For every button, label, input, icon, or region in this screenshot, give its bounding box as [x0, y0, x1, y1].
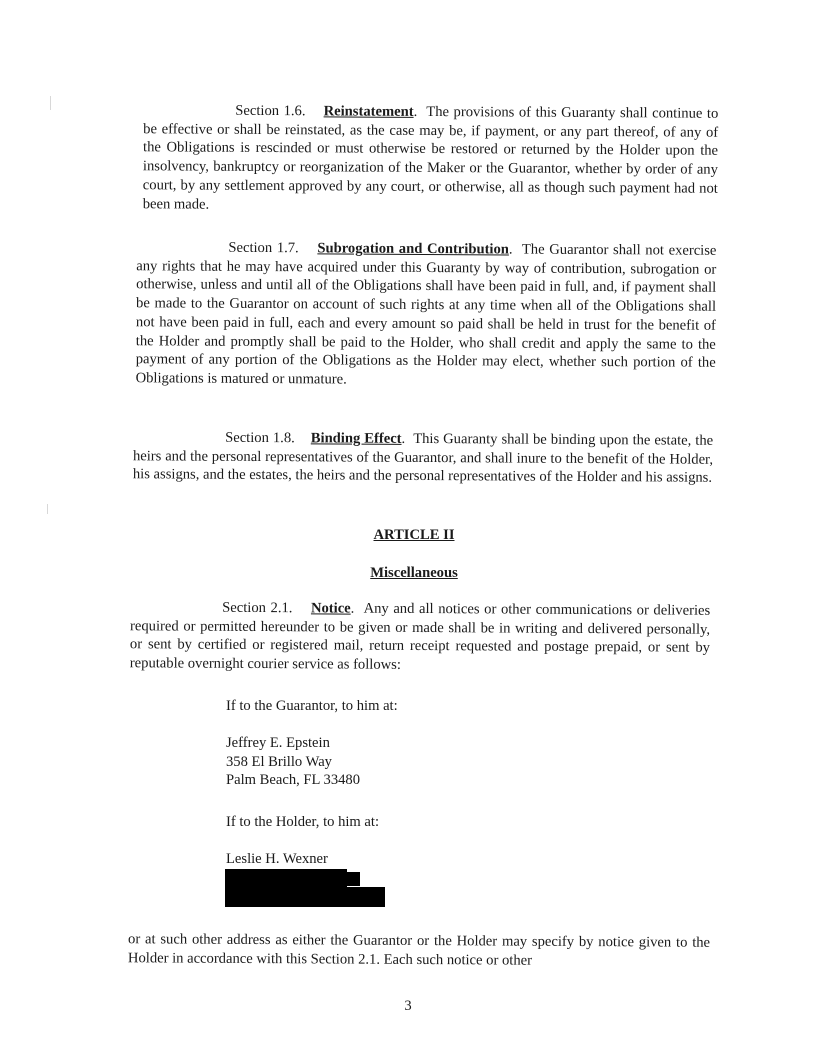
section-number: Section 1.7. [228, 239, 299, 257]
redaction-block [346, 872, 360, 886]
section-1-7: Section 1.7. Subrogation and Contribution. The Guarantor shall not exercise any rights that he may have acquired under this Guaranty by way of contribution, subrogation or otherwise, unless and until all of the Obligations shall have been paid in full, and, if payment shall be made to the Guarantor on account of such rights at any time when all of the Obligations shall not have been paid in full, each and every amount so paid shall be held in trust for the benefit of the Holder and promptly shall be paid to the Holder, who shall credit and apply the same to the payment of any portion of the Obligations as the Holder may elect, whether such portion of the Obligations is matured or unmature. [135, 239, 717, 388]
section-2-1: Section 2.1. Notice. Any and all notices or other communications or deliveries required or permitted hereunder to be given or made shall be in writing and delivered personally, or sent by certified or registered mail, return receipt requested and postage prepaid, or sent by reputable overnight courier service as follows: [129, 599, 711, 673]
section-body: Any and all notices or other communications or deliveries required or permitted hereunder to be given or made shall be in writing and delivered personally, or sent by certified or registered mail, return receipt requested and postage prepaid, or sent by reputable overnight courier service as follows: [129, 600, 711, 673]
section-number: Section 1.8. [225, 429, 295, 447]
guarantor-intro: If to the Guarantor, to him at: [226, 698, 398, 714]
section-1-8: Section 1.8. Binding Effect. This Guaranty shall be binding upon the estate, the heirs and the personal representatives of the Guarantor, and shall inure to the benefit of the Holder, his assigns, and the estates, the heirs and the personal representatives of the Holder and his assigns. [132, 429, 714, 487]
redaction-block [225, 869, 347, 888]
address-line: 358 El Brillo Way [226, 753, 332, 770]
section-body: This Guaranty shall be binding upon the estate, the heirs and the personal representatives of the Guarantor, and shall inure to the benefit of the Holder, his assigns, and the estates, the heirs and the personal representatives of the Holder and his assigns. [132, 430, 714, 487]
section-heading: Notice [310, 600, 351, 617]
section-heading: Subrogation and Contribution [317, 240, 509, 258]
section-heading: Binding Effect [310, 430, 402, 447]
article-title: ARTICLE II [373, 527, 455, 543]
section-number: Section 2.1. [222, 599, 293, 617]
section-body: The Guarantor shall not exercise any rights that he may have acquired under this Guaranty by way of contribution, subrogation or otherwise, unless and until all of the Obligations shall have been paid in full, and, if payment shall be made to the Guarantor on account of such rights at any time when all of the Obligations shall not have been paid in full, each and every amount so paid shall be held in trust for the benefit of the Holder and promptly shall be paid to the Holder, who shall credit and apply the same to the payment of any portion of the Obligations as the Holder may elect, whether such portion of the Obligations is matured or unmature. [135, 241, 717, 388]
section-body: The provisions of this Guaranty shall continue to be effective or shall be reinstated, as the case may be, if payment, or any part thereof, of any of the Obligations is rescinded or must otherwise be restored or returned by the Holder upon the insolvency, bankruptcy or reorganization of the Maker or the Guarantor, whether by order of any court, by any settlement approved by any court, or otherwise, all as though such payment had not been made. [142, 103, 719, 213]
closing-paragraph [128, 930, 710, 971]
scan-edge-mark [50, 96, 51, 110]
address-line: Palm Beach, FL 33480 [226, 772, 361, 789]
section-heading: Reinstatement [323, 103, 414, 120]
redaction-block [225, 887, 385, 907]
article-subtitle: Miscellaneous [370, 565, 458, 581]
guarantor-address [226, 734, 360, 790]
section-number: Section 1.6. [235, 102, 306, 120]
closing-text: or at such other address as either the Guarantor or the Holder may specify by notice given to the Holder in accordance with this Section 2.1. Each such notice or other [127, 931, 711, 969]
section-1-6: Section 1.6. Reinstatement. The provisions of this Guaranty shall continue to be effective or shall be reinstated, as the case may be, if payment, or any part thereof, of any of the Obligations is rescinded or must otherwise be restored or returned by the Holder upon the insolvency, bankruptcy or reorganization of the Maker or the Guarantor, whether by order of any court, by any settlement approved by any court, or otherwise, all as though such payment had not been made. [142, 102, 719, 213]
page-number: 3 [404, 998, 412, 1014]
scan-edge-mark [47, 504, 48, 514]
address-line: Jeffrey E. Epstein [226, 735, 330, 751]
holder-intro: If to the Holder, to him at: [226, 814, 380, 830]
holder-name: Leslie H. Wexner [226, 850, 328, 871]
